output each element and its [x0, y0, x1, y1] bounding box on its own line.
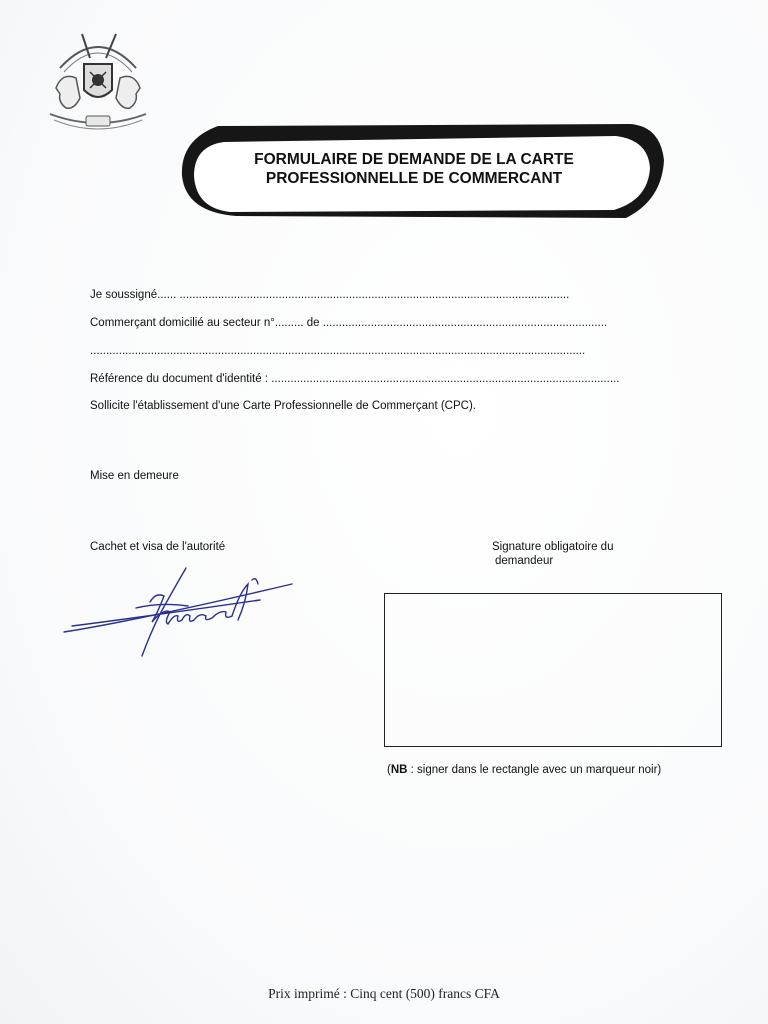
- form-title-line-2: PROFESSIONNELLE DE COMMERCANT: [265, 170, 563, 187]
- nb-bold-label: NB: [390, 764, 408, 776]
- coat-of-arms-icon: [38, 28, 158, 140]
- signature-label: [492, 540, 613, 568]
- signature-box[interactable]: [384, 593, 722, 747]
- form-title-line-1: FORMULAIRE DE DEMANDE DE LA CARTE: [254, 151, 574, 168]
- signature-label-line-1: Signature obligatoire du: [492, 541, 614, 553]
- authority-signature: [60, 562, 300, 662]
- form-title: [196, 150, 632, 188]
- nb-text: : signer dans le rectangle avec un marqueur noir): [407, 764, 662, 776]
- printed-price: Prix imprimé : Cinq cent (500) francs CFA: [268, 986, 500, 1001]
- mise-en-demeure-label: Mise en demeure: [90, 470, 179, 482]
- cachet-visa-label: Cachet et visa de l'autorité: [90, 541, 226, 553]
- field-address-line: ...........................................................................................................................................................: [90, 345, 586, 357]
- field-domicile: Commerçant domicilié au secteur n°......... de .........................................................................................: [90, 317, 608, 329]
- field-soussigne: Je soussigné...... ..........................................................................................................................: [90, 289, 570, 301]
- signature-label-line-2: demandeur: [495, 555, 554, 567]
- nb-open-paren: (: [387, 764, 391, 776]
- nb-instruction: [387, 764, 661, 776]
- field-reference: Référence du document d'identité : .............................................................................................................: [90, 373, 620, 385]
- field-sollicite: Sollicite l'établissement d'une Carte Professionnelle de Commerçant (CPC).: [90, 400, 476, 412]
